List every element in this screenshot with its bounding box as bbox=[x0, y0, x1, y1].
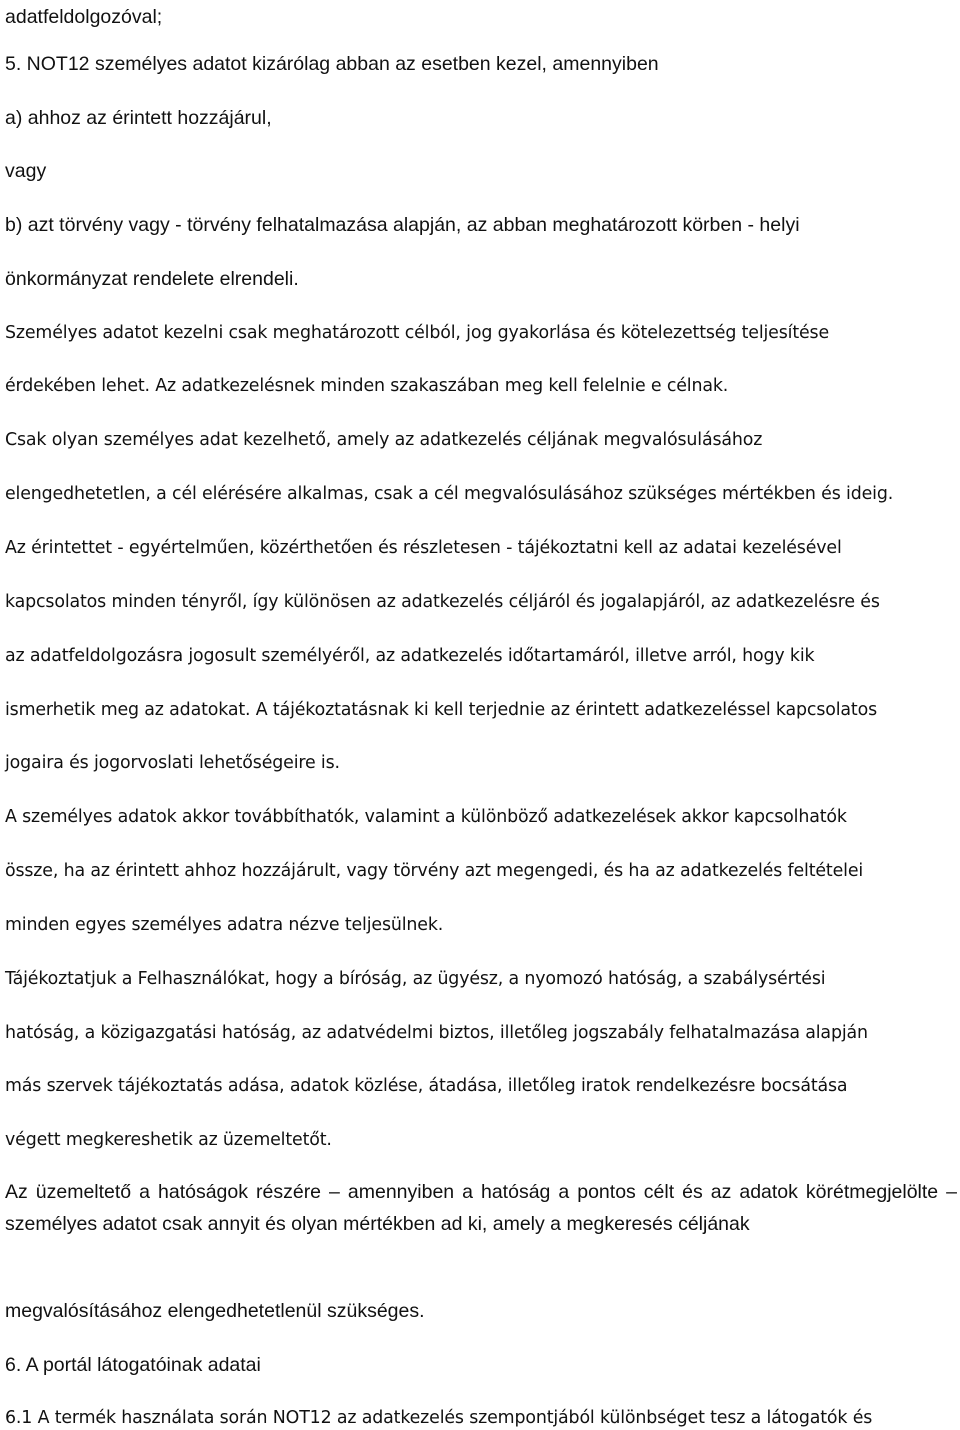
text-line: végett megkereshetik az üzemeltetőt. bbox=[5, 1130, 332, 1150]
text-line: önkormányzat rendelete elrendeli. bbox=[5, 268, 299, 290]
text-line: jogaira és jogorvoslati lehetőségeire is. bbox=[5, 753, 340, 773]
text-line: az adatfeldolgozásra jogosult személyéről, az adatkezelés időtartamáról, illetve arról, hogy kik bbox=[5, 646, 815, 666]
text-line: össze, ha az érintett ahhoz hozzájárult, vagy törvény azt megengedi, és ha az adatkezelés feltételei bbox=[5, 861, 864, 881]
text-line: más szervek tájékoztatás adása, adatok közlése, átadása, illetőleg iratok rendelkezésre bocsátása bbox=[5, 1076, 848, 1096]
text-line: Személyes adatot kezelni csak meghatározott célból, jog gyakorlása és kötelezettség teljesítése bbox=[5, 323, 829, 343]
text-line: hatóság, a közigazgatási hatóság, az adatvédelmi biztos, illetőleg jogszabály felhatalmazása alapján bbox=[5, 1023, 868, 1043]
justified-paragraph: Az üzemeltető a hatóságok részére – amennyiben a hatóság a pontos célt és az adatok körétmegjelölte – személyes adatot csak annyit és olyan mértékben ad ki, amely a megkeresés céljának bbox=[5, 1181, 957, 1235]
text-line: elengedhetetlen, a cél elérésére alkalmas, csak a cél megvalósulásához szükséges mértékben és ideig. bbox=[5, 484, 894, 504]
text-line: adatfeldolgozóval; bbox=[5, 6, 163, 28]
text-line: kapcsolatos minden tényről, így különösen az adatkezelés céljáról és jogalapjáról, az adatkezelésre és bbox=[5, 592, 880, 612]
text-line: 6.1 A termék használata során NOT12 az adatkezelés szempontjából különbséget tesz a látogatók és bbox=[5, 1408, 873, 1428]
text-line: Az érintettet - egyértelműen, közérthetően és részletesen - tájékoztatni kell az adatai kezelésével bbox=[5, 538, 842, 558]
text-line: A személyes adatok akkor továbbíthatók, valamint a különböző adatkezelések akkor kapcsolhatók bbox=[5, 807, 847, 827]
text-line: megvalósításához elengedhetetlenül szükséges. bbox=[5, 1300, 425, 1322]
text-line: minden egyes személyes adatra nézve teljesülnek. bbox=[5, 915, 444, 935]
text-line: Csak olyan személyes adat kezelhető, amely az adatkezelés céljának megvalósulásához bbox=[5, 430, 763, 450]
text-line: a) ahhoz az érintett hozzájárul, bbox=[5, 107, 272, 129]
text-line: Tájékoztatjuk a Felhasználókat, hogy a bíróság, az ügyész, a nyomozó hatóság, a szabálysértési bbox=[5, 969, 826, 989]
text-line: érdekében lehet. Az adatkezelésnek minden szakaszában meg kell felelnie e célnak. bbox=[5, 376, 729, 396]
text-line: ismerhetik meg az adatokat. A tájékoztatásnak ki kell terjednie az érintett adatkezeléssel kapcsolatos bbox=[5, 700, 877, 720]
text-line: vagy bbox=[5, 160, 47, 182]
text-line: 5. NOT12 személyes adatot kizárólag abban az esetben kezel, amennyiben bbox=[5, 53, 659, 75]
section-heading: 6. A portál látogatóinak adatai bbox=[5, 1354, 261, 1376]
text-line: b) azt törvény vagy - törvény felhatalmazása alapján, az abban meghatározott körben - helyi bbox=[5, 214, 800, 236]
